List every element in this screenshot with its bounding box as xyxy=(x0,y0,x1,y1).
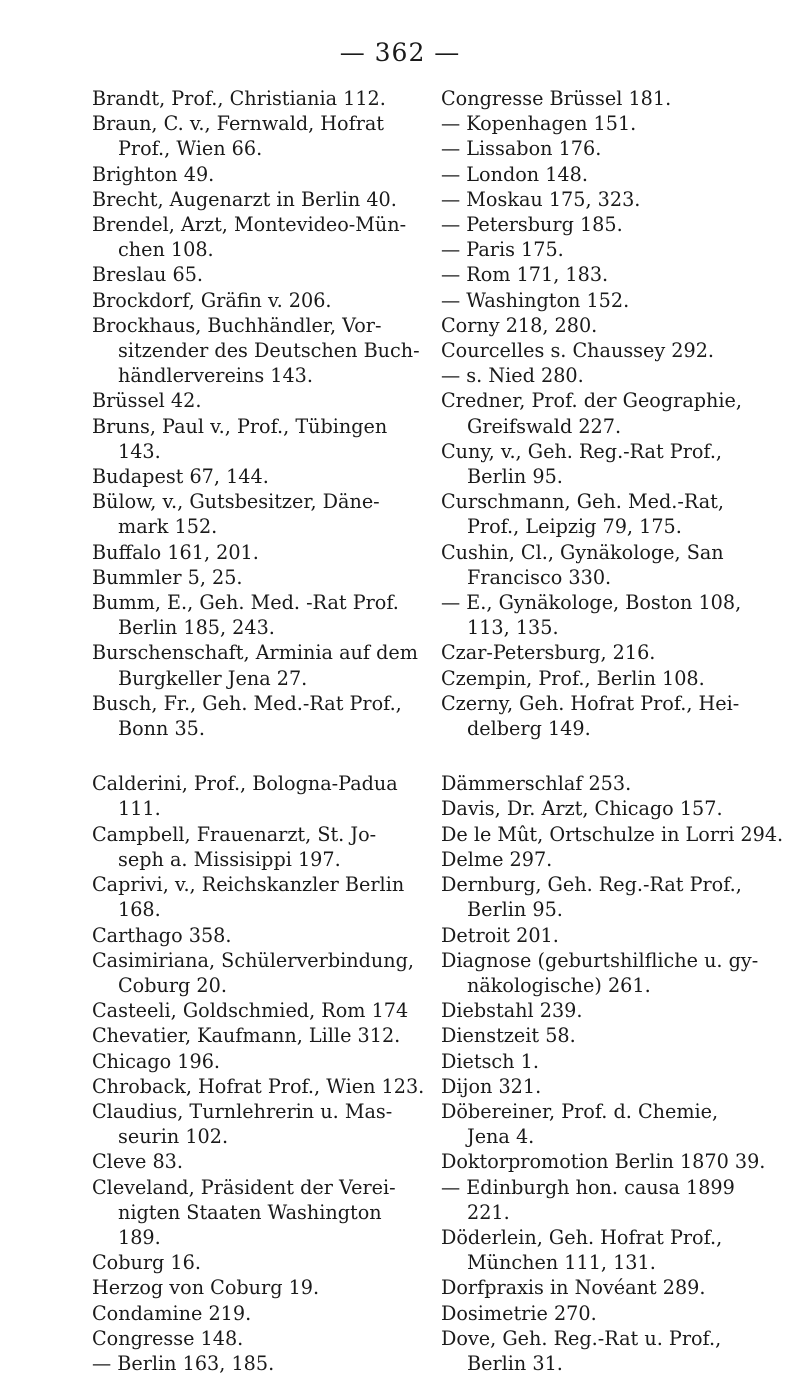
index-entry-line: 143. xyxy=(118,439,161,463)
index-entry xyxy=(441,948,771,998)
index-entry-line: Cleve 83. xyxy=(92,1150,183,1174)
index-entry-line: Diagnose (geburtshilfliche u. gy- xyxy=(441,948,759,972)
index-entry-line: Corny 218, 280. xyxy=(441,313,598,337)
index-entry xyxy=(92,771,422,821)
index-entry-line: Dämmerschlaf 253. xyxy=(441,772,632,796)
index-entry-line: Coburg 16. xyxy=(92,1251,201,1275)
index-entry-line: Berlin 185, 243. xyxy=(118,616,275,640)
index-entry-line: — Berlin 163, 185. xyxy=(92,1351,275,1375)
index-entry xyxy=(441,1049,771,1074)
index-entry-line: näkologische) 261. xyxy=(467,973,651,997)
index-entry-line: Delme 297. xyxy=(441,847,553,871)
index-entry xyxy=(441,262,771,287)
index-entry-line: händlervereins 143. xyxy=(118,364,313,388)
index-entry xyxy=(92,313,422,389)
index-entry xyxy=(441,111,771,136)
index-entry-line: Berlin 95. xyxy=(467,898,563,922)
index-entry xyxy=(441,136,771,161)
index-entry xyxy=(92,464,422,489)
index-entry xyxy=(92,1175,422,1251)
index-entry xyxy=(92,111,422,161)
index-entry-line: Condamine 219. xyxy=(92,1301,252,1325)
index-entry-line: Budapest 67, 144. xyxy=(92,465,269,489)
index-entry-line: Congresse 148. xyxy=(92,1326,244,1350)
page-number: — 362 — xyxy=(339,38,461,67)
index-entry xyxy=(441,691,771,741)
index-entry-line: sitzender des Deutschen Buch- xyxy=(118,339,420,363)
index-entry xyxy=(441,162,771,187)
index-entry xyxy=(441,872,771,922)
index-entry xyxy=(441,847,771,872)
index-entry-line: 189. xyxy=(118,1225,161,1249)
index-entry-line: Bülow, v., Gutsbesitzer, Däne- xyxy=(92,490,380,514)
index-entry-line: seph a. Missisippi 197. xyxy=(118,847,341,871)
index-entry xyxy=(441,1175,771,1225)
index-entry xyxy=(441,666,771,691)
index-entry-line: Czar-Petersburg, 216. xyxy=(441,641,656,665)
index-section-c xyxy=(92,771,425,1376)
index-entry-line: München 111, 131. xyxy=(467,1251,656,1275)
index-entry xyxy=(441,590,771,640)
index-entry-line: Congresse Brüssel 181. xyxy=(441,87,672,110)
index-entry xyxy=(441,540,771,590)
index-entry-line: Busch, Fr., Geh. Med.-Rat Prof., xyxy=(92,691,402,715)
index-entry xyxy=(441,822,784,847)
index-entry-line: Brighton 49. xyxy=(92,162,215,186)
section-gap xyxy=(441,741,771,771)
index-entry xyxy=(441,187,771,212)
index-entry-line: Dijon 321. xyxy=(441,1074,542,1098)
index-entry xyxy=(441,439,771,489)
index-entry xyxy=(92,565,422,590)
index-entry-line: Döderlein, Geh. Hofrat Prof., xyxy=(441,1225,723,1249)
index-entry xyxy=(92,388,422,413)
index-entry-line: Carthago 358. xyxy=(92,923,232,947)
index-entry xyxy=(92,822,422,872)
index-entry xyxy=(441,1225,771,1275)
index-entry-line: Brandt, Prof., Christiania 112. xyxy=(92,87,386,110)
index-entry-line: Czerny, Geh. Hofrat Prof., Hei- xyxy=(441,691,740,715)
index-entry xyxy=(92,489,422,539)
index-column-right xyxy=(441,86,784,1376)
index-entry xyxy=(92,212,422,262)
index-entry xyxy=(92,1023,422,1048)
index-entry-line: Cuny, v., Geh. Reg.-Rat Prof., xyxy=(441,439,723,463)
index-entry-line: nigten Staaten Washington xyxy=(118,1200,382,1224)
index-entry-line: Brecht, Augenarzt in Berlin 40. xyxy=(92,187,397,211)
index-entry-line: — E., Gynäkologe, Boston 108, xyxy=(441,591,742,615)
index-entry-line: — Edinburgh hon. causa 1899 xyxy=(441,1175,735,1199)
index-entry-line: Dove, Geh. Reg.-Rat u. Prof., xyxy=(441,1326,722,1350)
index-entry-line: De le Mût, Ortschulze in Lorri 294. xyxy=(441,822,784,846)
index-entry-line: — Kopenhagen 151. xyxy=(441,112,637,136)
index-entry-line: 113, 135. xyxy=(467,616,559,640)
index-entry-line: — Moskau 175, 323. xyxy=(441,187,641,211)
index-entry-line: Burgkeller Jena 27. xyxy=(118,666,308,690)
index-entry-line: Berlin 31. xyxy=(467,1351,563,1375)
index-entry xyxy=(441,489,771,539)
index-entry-line: Brendel, Arzt, Montevideo-Mün- xyxy=(92,213,407,237)
index-entry xyxy=(441,1099,771,1149)
index-entry-line: Courcelles s. Chaussey 292. xyxy=(441,339,715,363)
index-entry-line: Burschenschaft, Arminia auf dem xyxy=(92,641,418,665)
index-entry-line: Casimiriana, Schülerverbindung, xyxy=(92,948,414,972)
index-entry xyxy=(92,590,422,640)
index-entry-line: Brockdorf, Gräfin v. 206. xyxy=(92,288,332,312)
index-entry-line: — s. Nied 280. xyxy=(441,364,584,388)
index-entry-line: Diebstahl 239. xyxy=(441,999,583,1023)
index-entry-line: Dorfpraxis in Novéant 289. xyxy=(441,1276,706,1300)
index-entry-line: Herzog von Coburg 19. xyxy=(92,1276,320,1300)
index-entry xyxy=(92,86,422,111)
index-entry xyxy=(441,86,771,111)
index-entry-line: Prof., Wien 66. xyxy=(118,137,263,161)
index-entry-line: Brüssel 42. xyxy=(92,389,202,413)
index-entry-line: Claudius, Turnlehrerin u. Mas- xyxy=(92,1099,393,1123)
index-entry-line: Berlin 95. xyxy=(467,465,563,489)
index-entry xyxy=(441,313,771,338)
index-entry-line: Doktorpromotion Berlin 1870 39. xyxy=(441,1150,766,1174)
index-entry-line: Bumm, E., Geh. Med. -Rat Prof. xyxy=(92,591,399,615)
index-entry-line: 111. xyxy=(118,797,161,821)
index-entry xyxy=(92,923,422,948)
index-entry-line: Davis, Dr. Arzt, Chicago 157. xyxy=(441,797,723,821)
index-entry xyxy=(441,288,771,313)
index-entry-line: Cleveland, Präsident der Verei- xyxy=(92,1175,396,1199)
index-entry-line: Chicago 196. xyxy=(92,1049,221,1073)
index-entry xyxy=(441,923,771,948)
index-entry xyxy=(441,338,771,363)
index-entry-line: Campbell, Frauenarzt, St. Jo- xyxy=(92,822,377,846)
index-entry-line: Jena 4. xyxy=(467,1125,535,1149)
index-entry xyxy=(92,540,422,565)
index-entry xyxy=(92,998,422,1023)
index-entry-line: Bonn 35. xyxy=(118,717,205,741)
index-entry xyxy=(441,1074,771,1099)
index-entry xyxy=(441,1326,771,1376)
index-entry-line: 221. xyxy=(467,1200,510,1224)
index-entry xyxy=(92,1351,422,1376)
index-entry xyxy=(441,363,771,388)
index-entry-line: Breslau 65. xyxy=(92,263,204,287)
index-entry-line: — London 148. xyxy=(441,162,588,186)
index-entry-line: Buffalo 161, 201. xyxy=(92,540,259,564)
index-entry-line: Credner, Prof. der Geographie, xyxy=(441,389,742,413)
index-entry xyxy=(92,1074,425,1099)
index-entry xyxy=(441,237,771,262)
index-entry-line: — Petersburg 185. xyxy=(441,213,623,237)
index-entry-line: Francisco 330. xyxy=(467,565,612,589)
index-entry-line: Casteeli, Goldschmied, Rom 174 xyxy=(92,999,409,1023)
index-entry-line: — Rom 171, 183. xyxy=(441,263,609,287)
index-entry xyxy=(92,414,422,464)
index-entry-line: Dernburg, Geh. Reg.-Rat Prof., xyxy=(441,873,742,897)
index-entry-line: Greifswald 227. xyxy=(467,414,622,438)
index-entry xyxy=(441,1023,771,1048)
index-entry xyxy=(92,640,422,690)
index-entry-line: Coburg 20. xyxy=(118,973,227,997)
index-entry-line: — Lissabon 176. xyxy=(441,137,602,161)
index-entry-line: Brockhaus, Buchhändler, Vor- xyxy=(92,313,382,337)
index-entry xyxy=(441,1149,771,1174)
index-section-d xyxy=(441,771,784,1376)
index-section-b xyxy=(92,86,422,741)
index-section-c-continued xyxy=(441,86,771,741)
index-entry-line: Dienstzeit 58. xyxy=(441,1024,576,1048)
index-entry xyxy=(92,262,422,287)
index-entry xyxy=(441,640,771,665)
index-entry xyxy=(92,162,422,187)
index-entry xyxy=(92,948,422,998)
index-entry-line: 168. xyxy=(118,898,161,922)
index-entry xyxy=(92,1250,422,1275)
index-entry-line: chen 108. xyxy=(118,238,214,262)
index-entry xyxy=(92,1275,422,1300)
index-entry xyxy=(441,998,771,1023)
index-entry-line: Bummler 5, 25. xyxy=(92,565,243,589)
index-entry xyxy=(92,872,422,922)
index-entry xyxy=(92,1326,422,1351)
index-entry xyxy=(441,771,771,796)
index-entry-line: Czempin, Prof., Berlin 108. xyxy=(441,666,705,690)
index-entry-line: Döbereiner, Prof. d. Chemie, xyxy=(441,1099,719,1123)
index-entry xyxy=(441,1301,771,1326)
index-entry-line: Detroit 201. xyxy=(441,923,559,947)
index-entry xyxy=(92,691,422,741)
index-entry xyxy=(92,1149,422,1174)
index-entry xyxy=(441,388,771,438)
index-entry-line: delberg 149. xyxy=(467,717,591,741)
index-entry xyxy=(441,796,771,821)
index-entry-line: Prof., Leipzig 79, 175. xyxy=(467,515,682,539)
index-entry xyxy=(92,1049,422,1074)
index-entry-line: Cushin, Cl., Gynäkologe, San xyxy=(441,540,724,564)
index-entry-line: Curschmann, Geh. Med.-Rat, xyxy=(441,490,724,514)
index-entry xyxy=(441,212,771,237)
index-entry-line: Braun, C. v., Fernwald, Hofrat xyxy=(92,112,385,136)
index-entry xyxy=(441,1275,771,1300)
index-entry xyxy=(92,1099,422,1149)
index-entry-line: mark 152. xyxy=(118,515,218,539)
index-entry-line: Chevatier, Kaufmann, Lille 312. xyxy=(92,1024,401,1048)
index-column-left xyxy=(92,86,425,1376)
index-entry-line: seurin 102. xyxy=(118,1125,229,1149)
index-entry-line: Caprivi, v., Reichskanzler Berlin xyxy=(92,873,405,897)
index-entry-line: Dietsch 1. xyxy=(441,1049,539,1073)
index-entry-line: — Paris 175. xyxy=(441,238,564,262)
index-entry-line: Chroback, Hofrat Prof., Wien 123. xyxy=(92,1074,425,1098)
index-entry-line: — Washington 152. xyxy=(441,288,630,312)
index-entry-line: Calderini, Prof., Bologna-Padua xyxy=(92,772,398,796)
section-gap xyxy=(92,741,422,771)
index-entry-line: Bruns, Paul v., Prof., Tübingen xyxy=(92,414,388,438)
index-entry xyxy=(92,1301,422,1326)
index-entry xyxy=(92,288,422,313)
index-entry-line: Dosimetrie 270. xyxy=(441,1301,597,1325)
index-entry xyxy=(92,187,422,212)
